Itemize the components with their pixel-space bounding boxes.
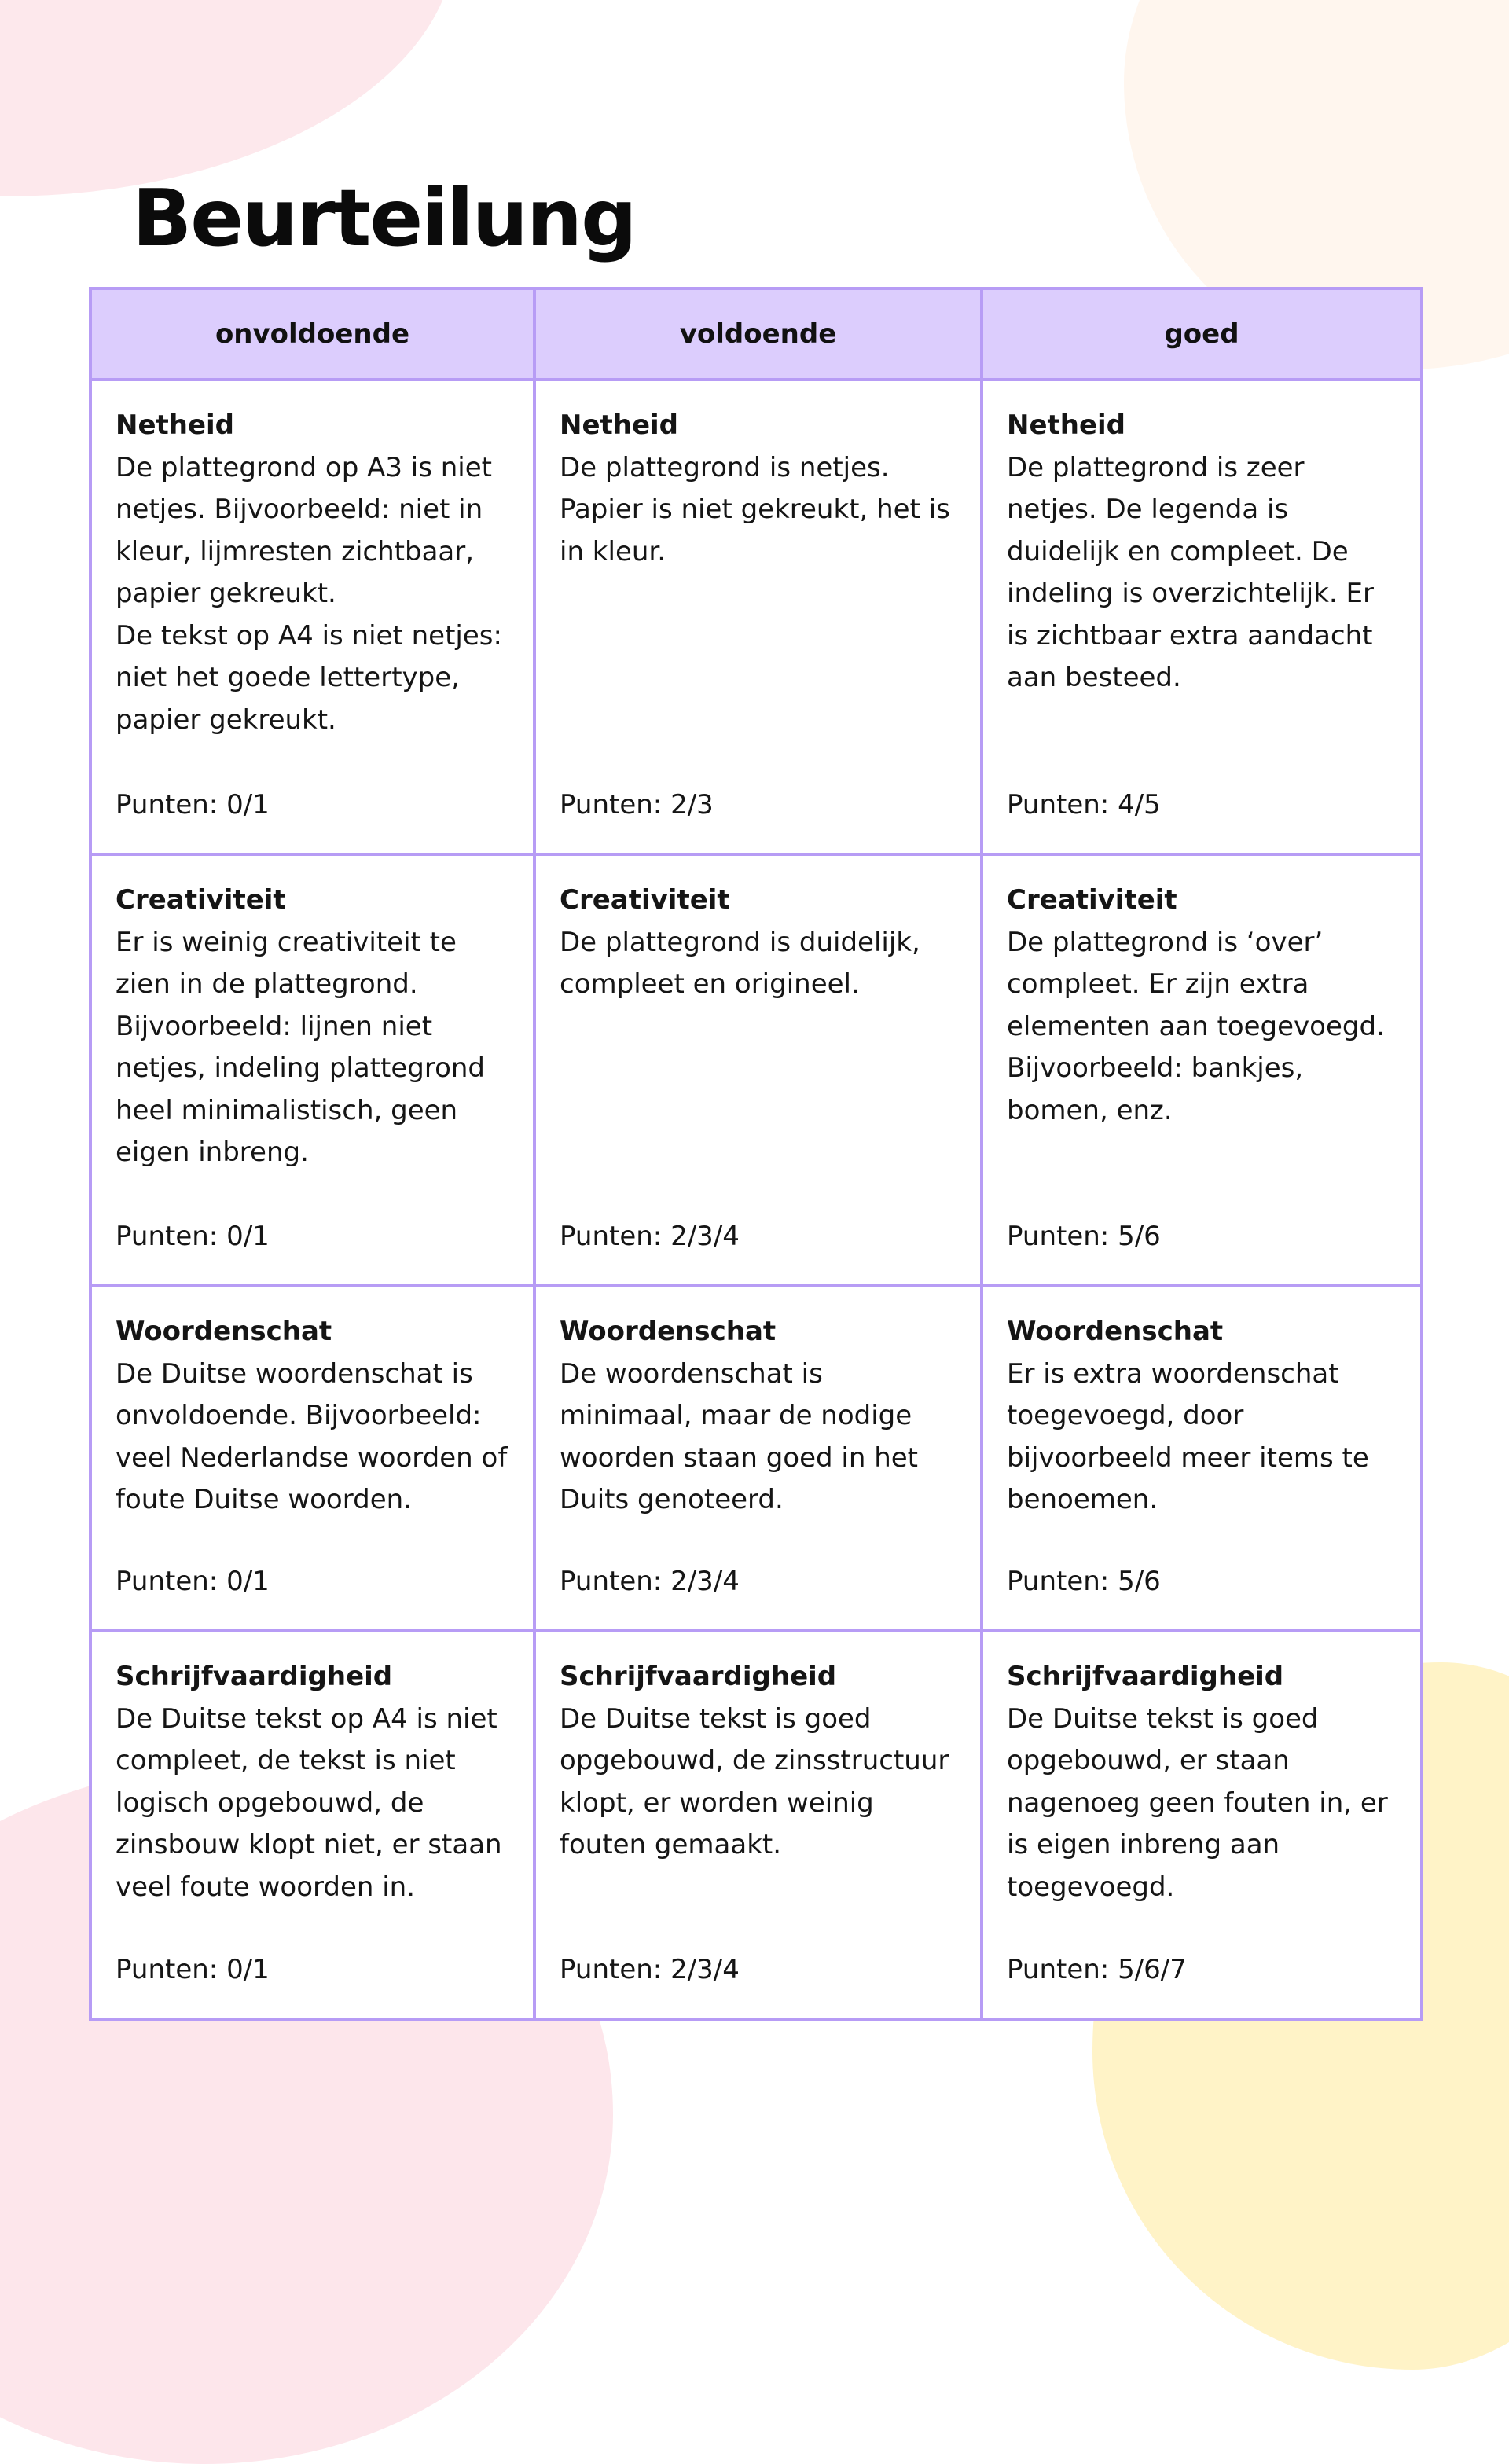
rubric-cell xyxy=(982,1286,1422,1631)
rubric-cell xyxy=(534,854,982,1286)
table-row xyxy=(90,380,1422,854)
cell-points: Punten: 2/3/4 xyxy=(560,1565,740,1597)
cell-description: De plattegrond is duidelijk, compleet en origineel. xyxy=(560,926,920,1000)
cell-description: De plattegrond is zeer netjes. De legenda is duidelijk en compleet. De indeling is overzichtelijk. Er is zichtbaar extra aandacht aan besteed. xyxy=(1007,451,1375,693)
cell-description: De Duitse tekst op A4 is niet compleet, de tekst is niet logisch opgebouwd, de zinsbouw klopt niet, er staan veel foute woorden in. xyxy=(116,1702,502,1903)
rubric-cell xyxy=(90,1286,534,1631)
criterion-label: Woordenschat xyxy=(116,1316,332,1347)
rubric-cell xyxy=(982,380,1422,854)
rubric-cell xyxy=(90,854,534,1286)
rubric-cell xyxy=(534,380,982,854)
criterion-label: Schrijfvaardigheid xyxy=(1007,1661,1284,1692)
criterion-label: Netheid xyxy=(560,409,679,441)
table-row xyxy=(90,854,1422,1286)
cell-points: Punten: 0/1 xyxy=(116,788,270,821)
cell-description: Er is extra woordenschat toegevoegd, door bijvoorbeeld meer items te benoemen. xyxy=(1007,1357,1369,1515)
criterion-label: Woordenschat xyxy=(560,1316,777,1347)
criterion-label: Creativiteit xyxy=(560,884,730,916)
cell-description: De plattegrond is netjes. Papier is niet gekreukt, het is in kleur. xyxy=(560,451,950,567)
rubric-cell xyxy=(90,380,534,854)
cell-description: Er is weinig creativiteit te zien in de plattegrond. Bijvoorbeeld: lijnen niet netjes, indeling plattegrond heel minimalistisch, geen eigen inbreng. xyxy=(116,926,486,1168)
table-row xyxy=(90,1286,1422,1631)
cell-points: Punten: 0/1 xyxy=(116,1220,270,1252)
header-row xyxy=(90,288,1422,380)
cell-points: Punten: 2/3 xyxy=(560,788,714,821)
cell-points: Punten: 2/3/4 xyxy=(560,1953,740,1985)
cell-points: Punten: 0/1 xyxy=(116,1565,270,1597)
cell-description: De plattegrond op A3 is niet netjes. Bijvoorbeeld: niet in kleur, lijmresten zichtbaar, papier gekreukt. De tekst op A4 is niet netjes: niet het goede lettertype, papier gekreukt. xyxy=(116,451,502,736)
cell-points: Punten: 4/5 xyxy=(1007,788,1161,821)
cell-description: De Duitse tekst is goed opgebouwd, de zinsstructuur klopt, er worden weinig fouten gemaakt. xyxy=(560,1702,949,1860)
cell-points: Punten: 5/6 xyxy=(1007,1565,1161,1597)
cell-description: De plattegrond is ‘over’ compleet. Er zijn extra elementen aan toegevoegd. Bijvoorbeeld: bankjes, bomen, enz. xyxy=(1007,926,1385,1126)
criterion-label: Schrijfvaardigheid xyxy=(560,1661,837,1692)
criterion-label: Creativiteit xyxy=(116,884,286,916)
criterion-label: Woordenschat xyxy=(1007,1316,1224,1347)
rubric-cell xyxy=(982,1631,1422,2019)
criterion-label: Netheid xyxy=(116,409,235,441)
rubric-cell xyxy=(90,1631,534,2019)
rubric-cell xyxy=(982,854,1422,1286)
cell-description: De Duitse tekst is goed opgebouwd, er staan nagenoeg geen fouten in, er is eigen inbreng aan toegevoegd. xyxy=(1007,1702,1388,1903)
cell-points: Punten: 5/6 xyxy=(1007,1220,1161,1252)
page-title: Beurteilung xyxy=(132,172,636,264)
column-header-voldoende: voldoende xyxy=(534,288,982,380)
decorative-blob-pink-top xyxy=(0,0,456,196)
rubric-cell xyxy=(534,1286,982,1631)
criterion-label: Netheid xyxy=(1007,409,1126,441)
table-row xyxy=(90,1631,1422,2019)
cell-description: De Duitse woordenschat is onvoldoende. Bijvoorbeeld: veel Nederlandse woorden of foute Duitse woorden. xyxy=(116,1357,508,1515)
column-header-goed: goed xyxy=(982,288,1422,380)
criterion-label: Schrijfvaardigheid xyxy=(116,1661,393,1692)
cell-description: De woordenschat is minimaal, maar de nodige woorden staan goed in het Duits genoteerd. xyxy=(560,1357,919,1515)
cell-points: Punten: 0/1 xyxy=(116,1953,270,1985)
rubric-cell xyxy=(534,1631,982,2019)
rubric-table xyxy=(89,287,1423,2021)
cell-points: Punten: 2/3/4 xyxy=(560,1220,740,1252)
column-header-onvoldoende: onvoldoende xyxy=(90,288,534,380)
cell-points: Punten: 5/6/7 xyxy=(1007,1953,1187,1985)
criterion-label: Creativiteit xyxy=(1007,884,1177,916)
